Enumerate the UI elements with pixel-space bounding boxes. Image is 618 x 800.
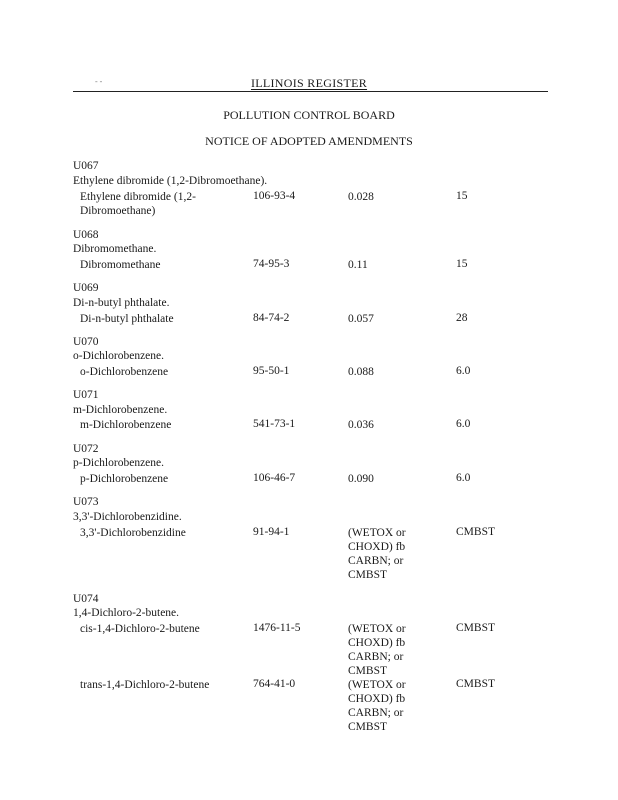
register-title: ILLINOIS REGISTER bbox=[250, 76, 368, 90]
waste-title: Dibromomethane. bbox=[73, 243, 157, 255]
waste-title: 3,3'-Dichlorobenzidine. bbox=[73, 511, 182, 523]
constituent-name: trans-1,4-Dichloro-2-butene bbox=[80, 679, 210, 691]
waste-code: U069 bbox=[73, 282, 99, 294]
standard: 15 bbox=[456, 190, 468, 202]
concentration: 0.11 bbox=[348, 259, 368, 271]
concentration: (WETOX or CHOXD) fb CARBN; or CMBST bbox=[348, 623, 406, 677]
waste-code: U074 bbox=[73, 593, 99, 605]
concentration: 0.090 bbox=[348, 473, 374, 485]
waste-title: p-Dichlorobenzene. bbox=[73, 457, 165, 469]
standard: CMBST bbox=[456, 678, 495, 690]
constituent-name: m-Dichlorobenzene bbox=[80, 419, 172, 431]
cas-number: 106-93-4 bbox=[253, 190, 296, 202]
standard: 6.0 bbox=[456, 472, 471, 484]
waste-code: U070 bbox=[73, 336, 99, 348]
waste-title: 1,4-Dichloro-2-butene. bbox=[73, 607, 180, 619]
waste-code: U072 bbox=[73, 443, 99, 455]
cas-number: 541-73-1 bbox=[253, 418, 296, 430]
standard: 6.0 bbox=[456, 418, 471, 430]
cas-number: 91-94-1 bbox=[253, 526, 290, 538]
waste-code: U067 bbox=[73, 160, 99, 172]
standard: CMBST bbox=[456, 526, 495, 538]
constituent-name: Di-n-butyl phthalate bbox=[80, 313, 174, 325]
waste-title: Di-n-butyl phthalate. bbox=[73, 297, 170, 309]
constituent-name: p-Dichlorobenzene bbox=[80, 473, 169, 485]
waste-code: U073 bbox=[73, 496, 99, 508]
standard: 6.0 bbox=[456, 365, 471, 377]
constituent-name: Dibromomethane bbox=[80, 259, 161, 271]
register-header bbox=[0, 76, 618, 91]
concentration: (WETOX or CHOXD) fb CARBN; or CMBST bbox=[348, 679, 406, 733]
standard: CMBST bbox=[456, 622, 495, 634]
waste-title: m-Dichlorobenzene. bbox=[73, 404, 168, 416]
cas-number: 74-95-3 bbox=[253, 258, 290, 270]
waste-title: Ethylene dibromide (1,2-Dibromoethane). bbox=[73, 175, 268, 187]
cas-number: 764-41-0 bbox=[253, 678, 296, 690]
cas-number: 106-46-7 bbox=[253, 472, 296, 484]
standard: 28 bbox=[456, 312, 468, 324]
notice-title: NOTICE OF ADOPTED AMENDMENTS bbox=[205, 134, 413, 148]
agency-name: POLLUTION CONTROL BOARD bbox=[223, 108, 395, 122]
cas-number: 95-50-1 bbox=[253, 365, 290, 377]
cas-number: 1476-11-5 bbox=[253, 622, 301, 634]
constituent-name: o-Dichlorobenzene bbox=[80, 366, 169, 378]
concentration: (WETOX or CHOXD) fb CARBN; or CMBST bbox=[348, 527, 406, 581]
waste-code: U071 bbox=[73, 389, 99, 401]
header-mark: - - bbox=[95, 77, 103, 86]
concentration: 0.057 bbox=[348, 313, 374, 325]
header-rule bbox=[73, 91, 548, 92]
cas-number: 84-74-2 bbox=[253, 312, 290, 324]
waste-title: o-Dichlorobenzene. bbox=[73, 350, 165, 362]
constituent-name: 3,3'-Dichlorobenzidine bbox=[80, 527, 186, 539]
constituent-name: cis-1,4-Dichloro-2-butene bbox=[80, 623, 200, 635]
constituent-name: Ethylene dibromide (1,2-Dibromoethane) bbox=[80, 191, 196, 217]
waste-code: U068 bbox=[73, 229, 99, 241]
standard: 15 bbox=[456, 258, 468, 270]
concentration: 0.028 bbox=[348, 191, 374, 203]
concentration: 0.088 bbox=[348, 366, 374, 378]
concentration: 0.036 bbox=[348, 419, 374, 431]
